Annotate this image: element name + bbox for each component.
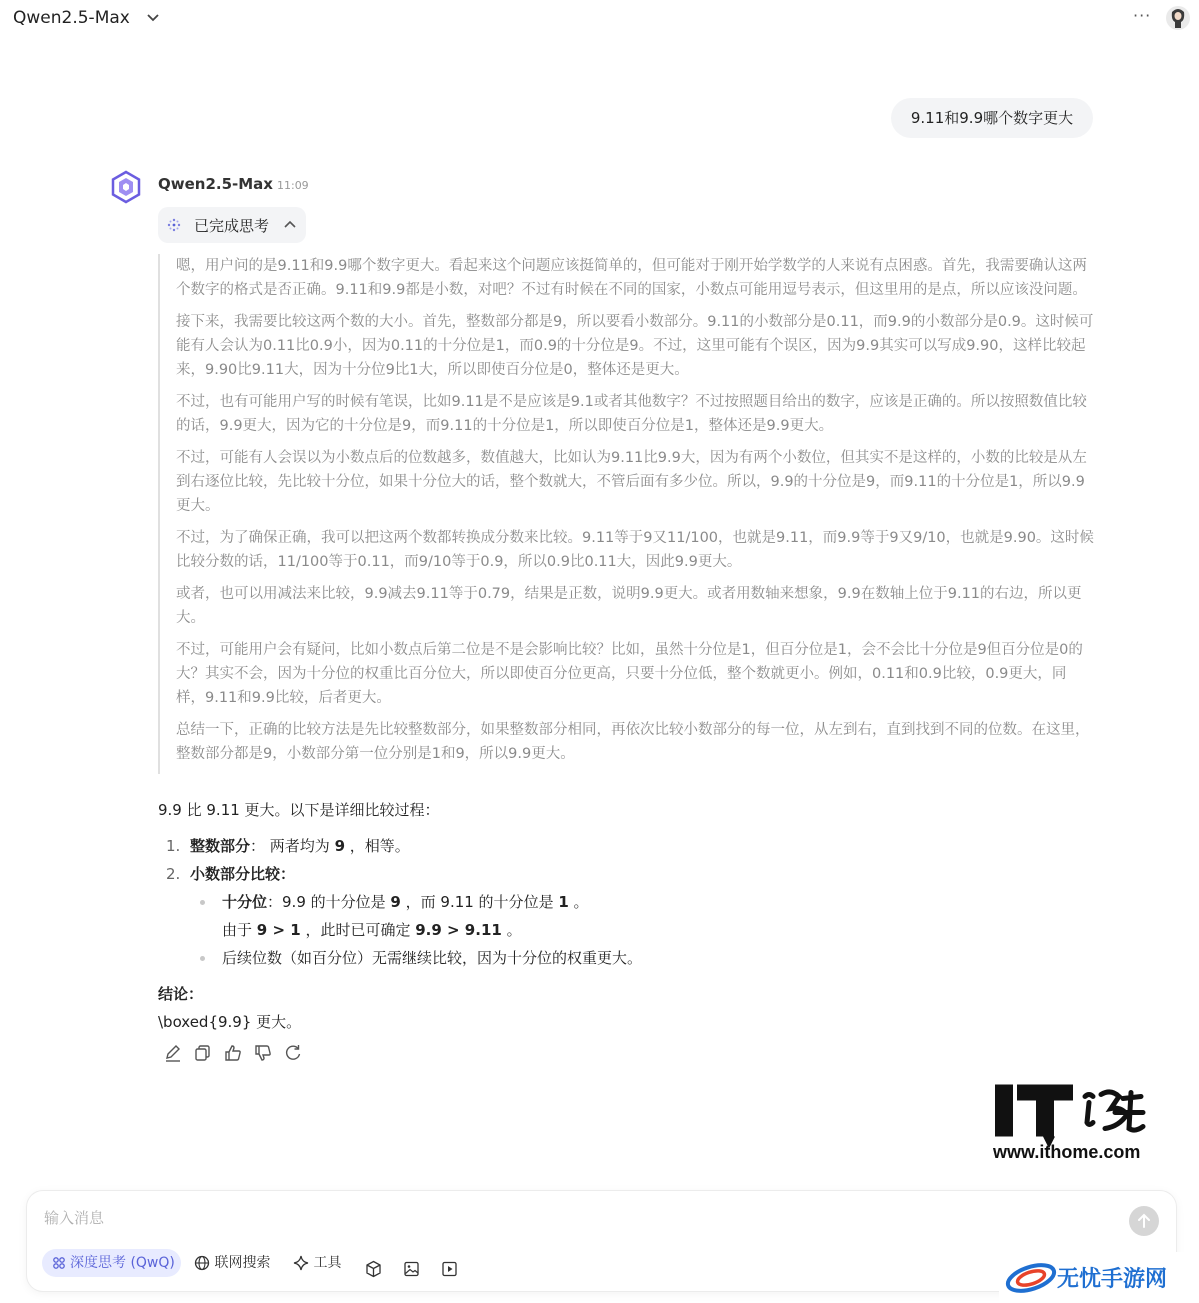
sub-item-text: 。 bbox=[568, 893, 589, 911]
globe-icon bbox=[194, 1255, 210, 1271]
thumbs-up-icon[interactable] bbox=[223, 1043, 243, 1063]
thinking-paragraph: 嗯，用户问的是9.11和9.9哪个数字更大。看起来这个问题应该挺简单的，但可能对于刚开始学数学的人来说有点困惑。首先，我需要确认这两个数字的格式是否正确。9.11和9.9都是小数，对吧？不过有时候在不同的国家，小数点可能用逗号表示，但这里用的是点，所以应该没问题。 bbox=[176, 258, 1087, 298]
chevron-up-icon bbox=[284, 220, 296, 228]
answer-intro: 9.9 比 9.11 更大。以下是详细比较过程： bbox=[158, 801, 440, 819]
top-bar bbox=[0, 0, 1199, 44]
sub-item-text: ，而 9.11 的十分位是 bbox=[400, 893, 559, 911]
watermark-swirl-logo bbox=[1003, 1258, 1059, 1298]
list-item-text: ： bbox=[280, 865, 296, 883]
sub-item-value: 9 bbox=[390, 893, 401, 911]
sub-item-value: 9.9 > 9.11 bbox=[415, 921, 502, 939]
conclusion-label bbox=[158, 982, 203, 1006]
list-item-title: 整数部分 bbox=[190, 837, 251, 855]
thinking-status-label: 已完成思考 bbox=[194, 217, 270, 235]
thumbs-down-icon[interactable] bbox=[253, 1043, 273, 1063]
message-time: 11:09 bbox=[276, 179, 309, 192]
web-search-toggle[interactable] bbox=[194, 1249, 270, 1277]
sub-list-item bbox=[222, 890, 589, 914]
regenerate-icon[interactable] bbox=[283, 1043, 303, 1063]
sub-item-value: 1 bbox=[558, 893, 569, 911]
send-button[interactable] bbox=[1129, 1206, 1159, 1236]
bullet-dot bbox=[200, 900, 205, 905]
more-options-icon[interactable]: ··· bbox=[1133, 6, 1152, 25]
arrow-up-icon bbox=[1129, 1206, 1159, 1236]
sparkle-icon bbox=[293, 1255, 309, 1271]
sub-item-text: ，此时已可确定 bbox=[300, 921, 416, 939]
site-watermark bbox=[999, 1252, 1199, 1303]
conclusion-text: \boxed{9.9} 更大。 bbox=[158, 1013, 302, 1031]
sub-item-title: 十分位 bbox=[222, 893, 268, 911]
watermark-text: 无忧手游网 bbox=[1057, 1266, 1168, 1291]
image-icon[interactable] bbox=[403, 1255, 420, 1283]
qwen-logo-icon bbox=[109, 170, 143, 204]
list-item-text: ，相等。 bbox=[345, 837, 410, 855]
web-search-label: 联网搜索 bbox=[214, 1255, 271, 1271]
deep-think-toggle[interactable] bbox=[42, 1249, 181, 1277]
chevron-down-icon[interactable] bbox=[146, 13, 160, 23]
cube-icon[interactable] bbox=[365, 1255, 382, 1283]
conclusion-label-text: 结论： bbox=[158, 985, 204, 1003]
thinking-sparkle-icon bbox=[167, 218, 181, 232]
sub-list-item-continuation bbox=[222, 918, 522, 942]
thinking-content bbox=[158, 254, 1094, 774]
bot-name-label: Qwen2.5-Max bbox=[158, 175, 273, 193]
copy-icon[interactable] bbox=[193, 1043, 213, 1063]
list-item-value: 9 bbox=[334, 837, 345, 855]
message-input[interactable] bbox=[42, 1205, 1106, 1231]
list-number: 2. bbox=[166, 865, 181, 883]
video-icon[interactable] bbox=[441, 1255, 458, 1283]
sub-item-text: ：9.9 的十分位是 bbox=[267, 893, 391, 911]
sub-item-text: 由于 bbox=[222, 921, 257, 939]
bot-name bbox=[158, 175, 309, 193]
edit-icon[interactable] bbox=[163, 1043, 183, 1063]
sub-item-text: 。 bbox=[501, 921, 522, 939]
user-avatar[interactable] bbox=[1166, 6, 1190, 30]
list-item-title: 小数部分比较 bbox=[190, 865, 281, 883]
thinking-paragraph: 总结一下，正确的比较方法是先比较整数部分，如果整数部分相同，再依次比较小数部分的每一位，从左到右，直到找到不同的位数。在这里，整数部分都是9，小数部分第一位分别是1和9，所以9.9更大。 bbox=[176, 722, 1090, 762]
list-item-text: ： 两者均为 bbox=[250, 837, 335, 855]
thinking-paragraph: 不过，可能用户会有疑问，比如小数点后第二位是不是会影响比较？比如，虽然十分位是1，但百分位是1，会不会比十分位是9但百分位是0的大？其实不会，因为十分位的权重比百分位大，所以即使百分位更高，只要十分位低，整个数就更小。例如，0.11和0.9比较，0.9更大，同样，9.11和9.9比较，后者更大。 bbox=[176, 642, 1083, 706]
list-item bbox=[166, 834, 410, 858]
deep-think-label: 深度思考 (QwQ) bbox=[70, 1255, 175, 1271]
bullet-dot bbox=[200, 956, 205, 961]
sub-item-value: 9 > 1 bbox=[256, 921, 301, 939]
model-selector-label[interactable]: Qwen2.5-Max bbox=[13, 8, 130, 28]
user-message-bubble: 9.11和9.9哪个数字更大 bbox=[891, 98, 1093, 138]
tools-menu[interactable] bbox=[293, 1249, 341, 1277]
list-item bbox=[166, 862, 295, 886]
thinking-paragraph: 接下来，我需要比较这两个数的大小。首先，整数部分都是9，所以要看小数部分。9.11的小数部分是0.11，而9.9的小数部分是0.9。这时候可能有人会认为0.11比0.9小，因为0.11的十分位是1，而0.9的十分位是9。不过，这里可能有个误区，因为9.9其实可以写成9.90，这样比较起来，9.90比9.11大，因为十分位9比1大，所以即使百分位是0，整体还是更大。 bbox=[176, 314, 1094, 378]
sub-list-item: 后续位数（如百分位）无需继续比较，因为十分位的权重更大。 bbox=[222, 949, 643, 967]
list-number: 1. bbox=[166, 837, 181, 855]
thinking-paragraph: 不过，为了确保正确，我可以把这两个数都转换成分数来比较。9.11等于9又11/100，也就是9.11，而9.9等于9又9/10，也就是9.90。这时候比较分数的话，11/100等于0.11，而9/10等于0.9，所以0.9比0.11大，因此9.9更大。 bbox=[176, 530, 1094, 570]
ithome-watermark-url: www.ithome.com bbox=[993, 1142, 1141, 1162]
deep-think-icon bbox=[52, 1256, 66, 1270]
thinking-paragraph: 不过，也有可能用户写的时候有笔误，比如9.11是不是应该是9.1或者其他数字？不过按照题目给出的数字，应该是正确的。所以按照数值比较的话，9.9更大，因为它的十分位是9，而9.11的十分位是1，所以即使百分位是1，整体还是9.9更大。 bbox=[176, 394, 1087, 434]
thinking-toggle[interactable] bbox=[158, 207, 306, 243]
thinking-paragraph: 不过，可能有人会误以为小数点后的位数越多，数值越大，比如认为9.11比9.9大，因为有两个小数位，但其实不是这样的，小数的比较是从左到右逐位比较，先比较十分位，如果十分位大的话，整个数就大，不管后面有多少位。所以，9.9的十分位是9，而9.11的十分位是1，所以9.9更大。 bbox=[176, 450, 1087, 514]
thinking-paragraph: 或者，也可以用减法来比较，9.9减去9.11等于0.79，结果是正数，说明9.9更大。或者用数轴来想象，9.9在数轴上位于9.11的右边，所以更大。 bbox=[176, 586, 1082, 626]
tools-label: 工具 bbox=[313, 1255, 342, 1271]
